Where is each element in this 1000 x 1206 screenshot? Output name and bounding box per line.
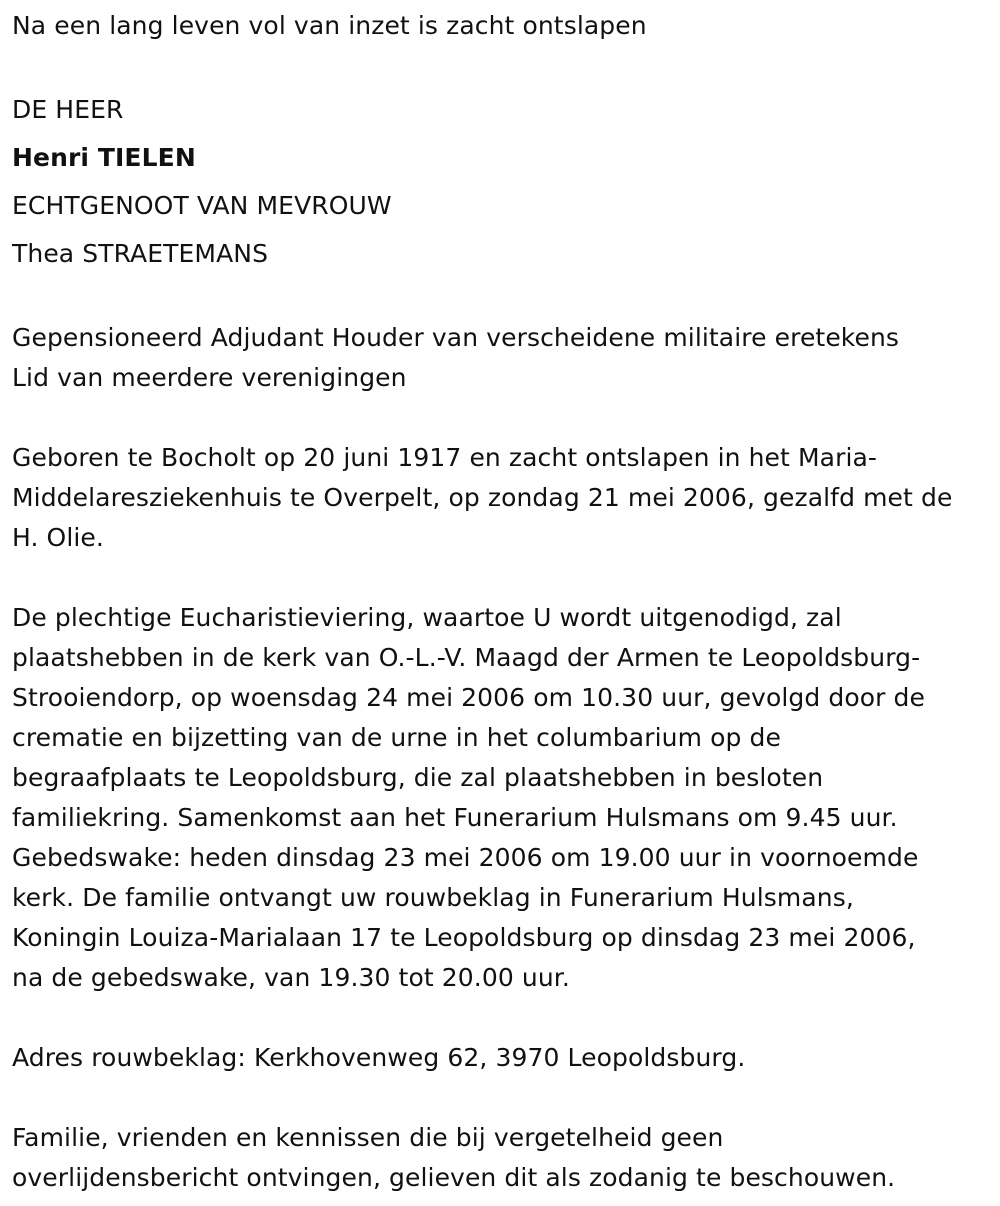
ceremony-paragraph <box>12 598 992 998</box>
spacer <box>12 558 992 598</box>
ceremony-line: Gebedswake: heden dinsdag 23 mei 2006 om 19.00 uur in voornoemde <box>12 843 919 872</box>
ceremony-line: na de gebedswake, van 19.30 tot 20.00 uur. <box>12 963 570 992</box>
intro-line: Na een lang leven vol van inzet is zacht ontslapen <box>12 11 647 40</box>
closing-paragraph <box>12 1118 992 1198</box>
spacer <box>12 998 992 1038</box>
birth-death-line: Geboren te Bocholt op 20 juni 1917 en zacht ontslapen in het Maria- <box>12 443 878 472</box>
spacer <box>12 46 992 86</box>
spacer <box>12 278 992 318</box>
career-line: Gepensioneerd Adjudant Houder van verscheidene militaire eretekens <box>12 323 900 352</box>
closing-line: Familie, vrienden en kennissen die bij vergetelheid geen <box>12 1123 724 1152</box>
address-line: Adres rouwbeklag: Kerkhovenweg 62, 3970 Leopoldsburg. <box>12 1043 746 1072</box>
birth-death-paragraph <box>12 438 992 558</box>
ceremony-line: familiekring. Samenkomst aan het Funerarium Hulsmans om 9.45 uur. <box>12 803 898 832</box>
spouse-name: Thea STRAETEMANS <box>12 239 269 268</box>
ceremony-line: Strooiendorp, op woensdag 24 mei 2006 om 10.30 uur, gevolgd door de <box>12 683 926 712</box>
ceremony-line: De plechtige Eucharistieviering, waartoe U wordt uitgenodigd, zal <box>12 603 842 632</box>
birth-death-line: H. Olie. <box>12 523 104 552</box>
deceased-block <box>12 86 992 278</box>
deceased-name: Henri TIELEN <box>12 143 196 172</box>
ceremony-line: crematie en bijzetting van de urne in het columbarium op de <box>12 723 781 752</box>
ceremony-line: plaatshebben in de kerk van O.-L.-V. Maagd der Armen te Leopoldsburg- <box>12 643 921 672</box>
spacer <box>12 398 992 438</box>
title-label: DE HEER <box>12 95 124 124</box>
spouse-label: ECHTGENOOT VAN MEVROUW <box>12 191 392 220</box>
closing-line: overlijdensbericht ontvingen, gelieven dit als zodanig te beschouwen. <box>12 1163 896 1192</box>
ceremony-line: begraafplaats te Leopoldsburg, die zal plaatshebben in besloten <box>12 763 824 792</box>
ceremony-line: kerk. De familie ontvangt uw rouwbeklag in Funerarium Hulsmans, <box>12 883 854 912</box>
ceremony-line: Koningin Louiza-Marialaan 17 te Leopoldsburg op dinsdag 23 mei 2006, <box>12 923 916 952</box>
obituary-notice <box>12 6 992 1198</box>
birth-death-line: Middelaresziekenhuis te Overpelt, op zondag 21 mei 2006, gezalfd met de <box>12 483 953 512</box>
career-line: Lid van meerdere verenigingen <box>12 363 407 392</box>
spacer <box>12 1078 992 1118</box>
career-paragraph <box>12 318 992 398</box>
